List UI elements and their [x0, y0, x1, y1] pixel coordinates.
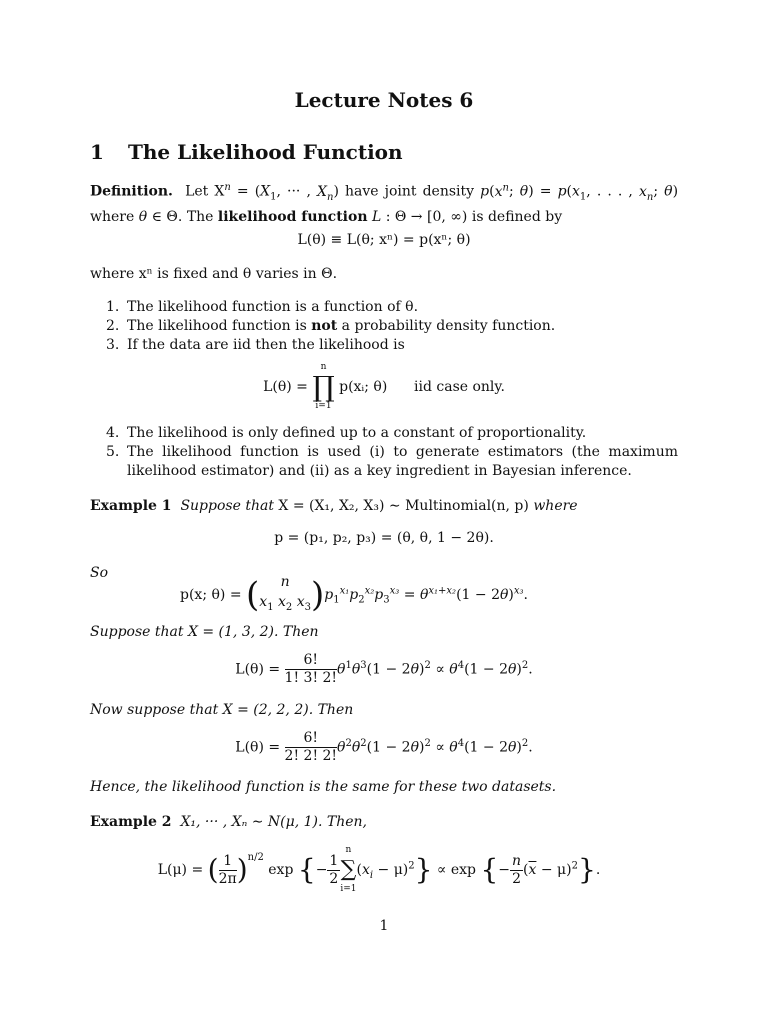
product-lower-limit: i=1 — [315, 401, 332, 411]
likelihood-definition-equation: L(θ) ≡ L(θ; xⁿ) = p(xⁿ; θ) — [297, 232, 471, 248]
iid-likelihood-equation — [0, 362, 768, 412]
fraction-dataset2 — [285, 730, 338, 765]
example1-label: Example 1 — [90, 498, 172, 514]
definition-after-text: where xⁿ is fixed and θ varies in Θ. — [90, 266, 338, 282]
section-number: 1 — [90, 140, 104, 164]
p-definition-equation: p = (p₁, p₂, p₃) = (θ, θ, 1 − 2θ). — [274, 530, 494, 546]
likelihood-dataset2-equation: L(θ) = $\frac{6!}{2! 2! 2!}$ $\theta^2\theta^2(1 - 2\theta)^2 \propto \theta^4(1 - 2\theta)^2$. — [235, 730, 533, 764]
so-text: So — [90, 565, 109, 581]
item-text: The likelihood function is a function of θ. — [127, 299, 419, 315]
definition-text-a: Let X — [185, 183, 225, 200]
list-item — [106, 424, 678, 443]
fraction-numerator: 6! — [285, 730, 338, 748]
item-number: 1. — [106, 299, 120, 315]
product-symbol: ∏ — [312, 370, 335, 403]
item-number: 5. — [106, 444, 120, 460]
example1-conclusion: Hence, the likelihood function is the same for these two datasets. — [90, 779, 557, 795]
section-heading — [90, 140, 403, 164]
example2-intro-text: X₁, ··· , Xₙ ∼ N(μ, 1). Then, — [180, 814, 367, 830]
item-text-pre: The likelihood function is — [127, 318, 312, 334]
properties-list-top — [106, 298, 678, 355]
item-text: The likelihood function is used (i) to generate estimators (the maximum likelihood estimator) and (ii) as a key ingredient in Bayesian inference. — [127, 444, 678, 479]
item-text: The likelihood is only defined up to a constant of proportionality. — [127, 425, 587, 441]
likelihood-function-term: likelihood function — [217, 209, 368, 226]
example1-intro-b: where — [533, 498, 578, 514]
item-number: 2. — [106, 318, 120, 334]
example1-suppose1: Suppose that X = (1, 3, 2). Then — [90, 624, 319, 640]
example2-intro — [90, 812, 678, 832]
page-number: 1 — [379, 918, 389, 934]
properties-list-bottom — [106, 424, 678, 481]
page-title: Lecture Notes 6 — [294, 88, 474, 112]
fraction-denominator: 2! 2! 2! — [284, 748, 338, 764]
example1-suppose2: Now suppose that X = (2, 2, 2). Then — [90, 702, 354, 718]
example1-intro-math: X = (X₁, X₂, X₃) ∼ Multinomial(n, p) — [278, 498, 529, 514]
item-number: 4. — [106, 425, 120, 441]
definition-text-b: The — [186, 209, 214, 226]
item-text-post: a probability density function. — [337, 318, 556, 334]
list-item — [106, 336, 678, 355]
likelihood-dataset1-equation: L(θ) = $\frac{6!}{1! 3! 2!}$ $\theta^1\theta^3(1 - 2\theta)^2 \propto \theta^4(1 - 2\theta)^2$. — [235, 652, 533, 686]
multinomial-pmf-equation: p(x; θ) = ( n $x_1$ $x_2$ $x_3)p_1^{x_1}p_2^{x_2}p_3^{x_3} = \theta^{x_1+x_2}(1 - 2\theta)^{x_3}$. — [180, 574, 528, 615]
definition-text-c: is defined by — [471, 209, 563, 226]
iid-lhs: L(θ) = — [263, 379, 308, 395]
definition-label: Definition. — [90, 183, 173, 200]
iid-rhs: p(xᵢ; θ) — [339, 379, 388, 395]
list-item — [106, 443, 678, 481]
fraction-denominator: 1! 3! 2! — [284, 670, 338, 686]
fraction-dataset1 — [285, 652, 338, 687]
product-operator — [312, 362, 334, 412]
product-upper-limit: n — [320, 362, 327, 372]
iid-note: iid case only. — [414, 379, 505, 395]
example2-label: Example 2 — [90, 814, 172, 830]
fraction-numerator: 6! — [285, 652, 338, 670]
list-item — [106, 298, 678, 317]
example1-intro-a: Suppose that — [180, 498, 274, 514]
definition-paragraph: Definition. Let $X^n = (X_1$, ··· , $X_n$) have joint density $p(x^n$; $\theta) = p(x_1$, . . . , $x_n$; θ) where θ ∈ Θ. The likelihood function L : Θ → [0, ∞) is defined by — [90, 182, 679, 226]
normal-likelihood-equation: L(μ) = ( $\frac{1}{2\pi}$ )$^{n/2}$ exp {− $\frac{1}{2}$ n ∑ i=1 $(x_i - \mu)^2\} \propto \exp$ {− $\frac{n}{2}$ $(\overline{x} - \mu)^2$}. — [157, 845, 601, 894]
item-text: If the data are iid then the likelihood is — [127, 337, 405, 353]
item-text-bold: not — [311, 318, 338, 334]
list-item — [106, 317, 678, 336]
item-number: 3. — [106, 337, 120, 353]
section-title: The Likelihood Function — [128, 140, 403, 164]
example1-intro — [90, 496, 678, 516]
